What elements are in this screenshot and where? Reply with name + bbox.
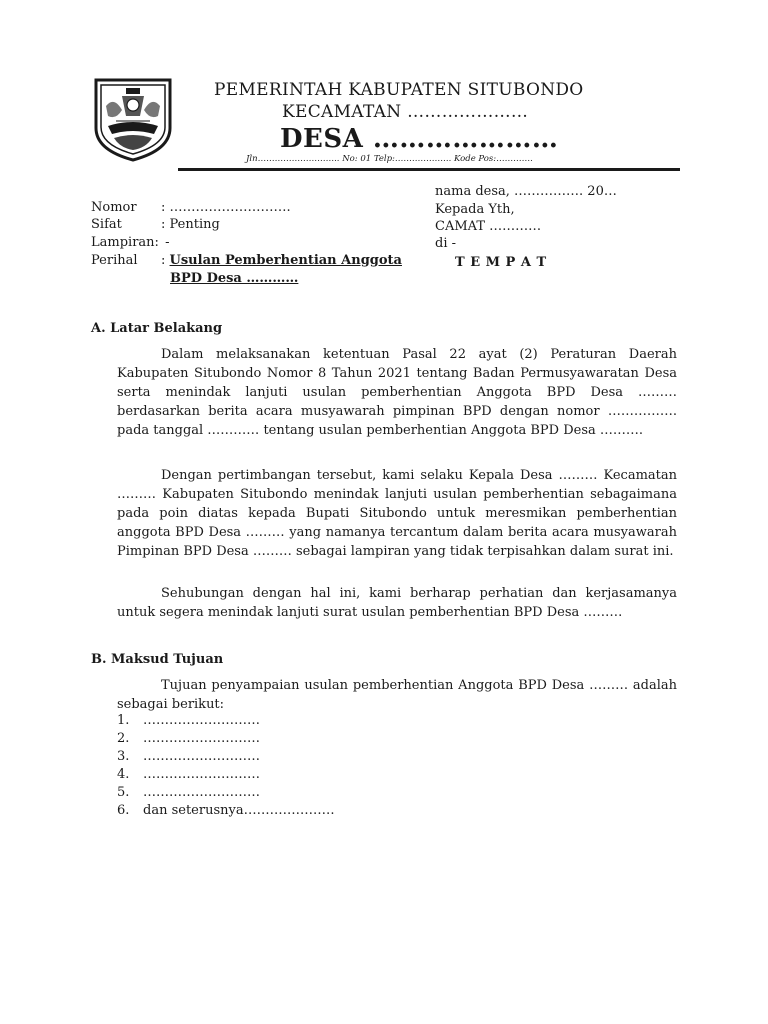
list-item: 6. dan seterusnya………………… bbox=[117, 803, 335, 818]
meta-lampiran bbox=[91, 233, 170, 252]
list-item: 4. ……………………… bbox=[117, 767, 260, 782]
section-a-paragraph-3: Sehubungan dengan hal ini, kami berharap perhatian dan kerjasamanya untuk segera menindak lanjuti surat usulan pemberhentian BPD Desa ……… bbox=[117, 586, 677, 620]
recipient-camat: CAMAT ………… bbox=[435, 219, 542, 234]
meta-nomor-label: Nomor bbox=[91, 200, 137, 215]
recipient-salutation: Kepada Yth, bbox=[435, 202, 515, 217]
meta-sifat-label: Sifat bbox=[91, 217, 122, 232]
header-government-name: PEMERINTAH KABUPATEN SITUBONDO bbox=[214, 80, 584, 100]
meta-perihal bbox=[91, 251, 402, 270]
meta-perihal-subject-line2: BPD Desa ………… bbox=[170, 271, 299, 286]
meta-perihal-colon: : bbox=[161, 253, 166, 268]
meta-perihal-subject-line1: Usulan Pemberhentian Anggota bbox=[169, 253, 402, 268]
header-district: KECAMATAN ………………… bbox=[282, 102, 529, 122]
meta-lampiran-label: Lampiran: bbox=[91, 235, 159, 250]
header-divider bbox=[178, 168, 680, 171]
meta-sifat bbox=[91, 215, 220, 234]
meta-nomor-value: : ………………………. bbox=[161, 200, 291, 215]
list-item: 3. ……………………… bbox=[117, 749, 260, 764]
section-b-paragraph: Tujuan penyampaian usulan pemberhentian Anggota BPD Desa ……… adalah sebagai berikut: bbox=[117, 678, 677, 712]
regency-emblem bbox=[92, 76, 174, 162]
meta-lampiran-value: - bbox=[161, 235, 170, 250]
header-address: Jln……………………….. No: 01 Telp:……………….. Kode Pos:…………. bbox=[246, 154, 533, 164]
meta-sifat-value: : Penting bbox=[161, 217, 220, 232]
list-item: 5. ……………………… bbox=[117, 785, 260, 800]
section-b-title: B. Maksud Tujuan bbox=[91, 652, 224, 667]
list-item: 2. ……………………… bbox=[117, 731, 260, 746]
meta-perihal-label: Perihal bbox=[91, 253, 138, 268]
header-village: DESA ………………… bbox=[280, 124, 559, 154]
recipient-place: T E M P A T bbox=[455, 255, 547, 270]
letter-date: nama desa, ……………. 20… bbox=[435, 184, 617, 199]
section-a-paragraph-1: Dalam melaksanakan ketentuan Pasal 22 ayat (2) Peraturan Daerah Kabupaten Situbondo Nomor 8 Tahun 2021 tentang Badan Permusyawaratan Desa serta menindak lanjuti usulan pemberhentian Anggota BPD Desa ……… berdasarkan berita acara musyawarah pimpinan BPD dengan nomor ……………. pada tanggal ………… tentang usulan pemberhentian Anggota BPD Desa ………. bbox=[117, 347, 677, 438]
recipient-di: di - bbox=[435, 236, 457, 251]
section-a-paragraph-2: Dengan pertimbangan tersebut, kami selaku Kepala Desa ……… Kecamatan ……… Kabupaten Situbondo menindak lanjuti usulan pemberhentian sebagaimana pada poin diatas kepada Bupati Situbondo untuk meresmikan pemberhentian anggota BPD Desa ……… yang namanya tercantum dalam berita acara musyawarah Pimpinan BPD Desa ……… sebagai lampiran yang tidak terpisahkan dalam surat ini. bbox=[117, 468, 677, 559]
section-a-title: A. Latar Belakang bbox=[91, 321, 223, 336]
list-item: 1. ……………………… bbox=[117, 713, 260, 728]
